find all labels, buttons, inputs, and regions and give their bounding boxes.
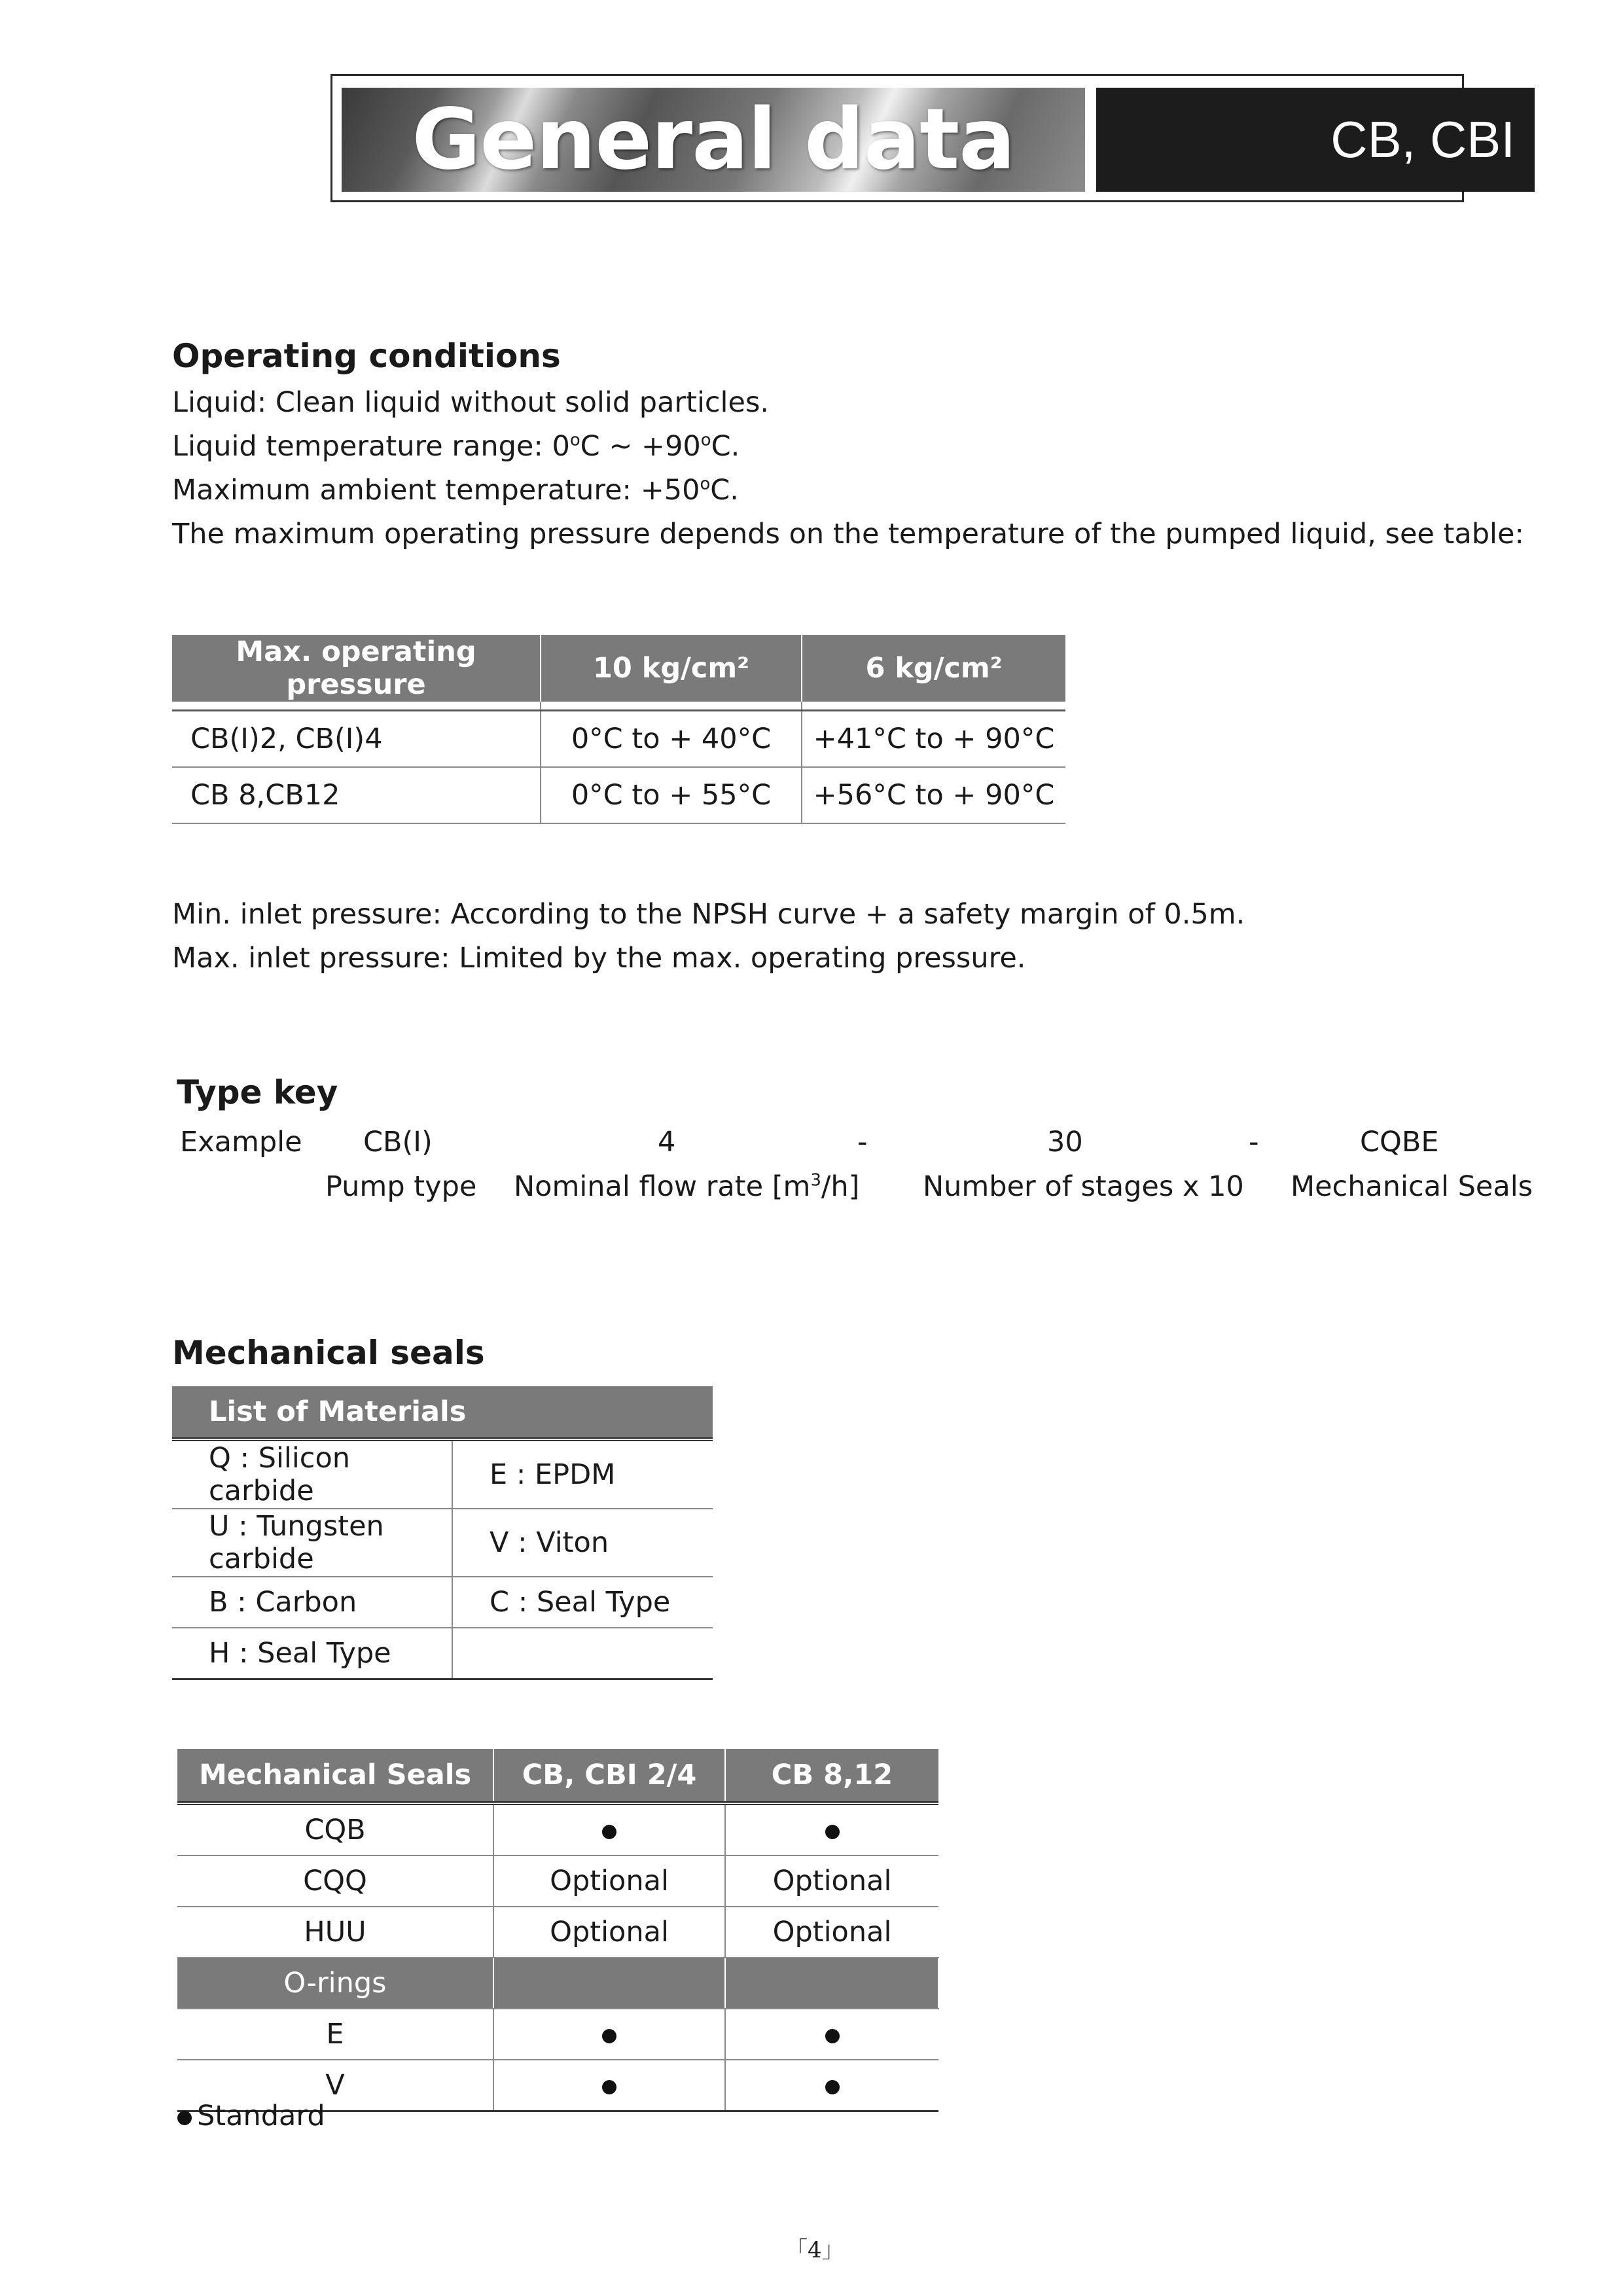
page-title: General data <box>412 91 1015 188</box>
page-number: 「4」 <box>785 2237 844 2263</box>
pressure-table-header: 10 kg/cm² <box>541 635 802 702</box>
type-key-separator: - <box>1249 1126 1259 1158</box>
operating-heading: Operating conditions <box>172 337 561 375</box>
product-code: CB, CBI <box>1330 111 1515 168</box>
table-row: V <box>177 2060 938 2111</box>
seal-table-header: Mechanical Seals <box>177 1749 493 1803</box>
type-key-label: Number of stages x 10 <box>923 1170 1244 1203</box>
type-key-value: 4 <box>658 1126 676 1158</box>
table-row: CB 8,CB12 0°C to + 55°C +56°C to + 90°C <box>172 767 1065 823</box>
type-key-heading: Type key <box>177 1073 338 1111</box>
type-key-value: 30 <box>1047 1126 1083 1158</box>
table-row: CQB <box>177 1803 938 1856</box>
table-row: CQQ Optional Optional <box>177 1856 938 1907</box>
table-row: U : Tungsten carbide V : Viton <box>172 1509 713 1577</box>
table-row: Q : Silicon carbide E : EPDM <box>172 1439 713 1509</box>
standard-dot-icon <box>602 1825 616 1839</box>
liquid-text: Liquid: Clean liquid without solid particles. <box>172 386 770 419</box>
seal-table-header: CB, CBI 2/4 <box>493 1749 725 1803</box>
pressure-note-text: The maximum operating pressure depends on the temperature of the pumped liquid, see table: <box>172 518 1524 550</box>
seal-table <box>177 1749 939 2112</box>
max-inlet-text: Max. inlet pressure: Limited by the max. operating pressure. <box>172 942 1026 975</box>
type-key-value: CQBE <box>1360 1126 1439 1158</box>
table-row: CB(I)2, CB(I)4 0°C to + 40°C +41°C to + 90°C <box>172 711 1065 768</box>
type-key-value: CB(I) <box>363 1126 433 1158</box>
standard-dot-icon <box>177 2111 192 2125</box>
legend: Standard <box>177 2100 325 2132</box>
ambient-temperature-text: Maximum ambient temperature: $+50^oC$. <box>172 474 739 507</box>
pressure-table-header: 6 kg/cm² <box>802 635 1065 702</box>
standard-dot-icon <box>602 2080 616 2094</box>
materials-table <box>172 1386 713 1680</box>
mechanical-seals-heading: Mechanical seals <box>172 1334 485 1372</box>
standard-dot-icon <box>825 1825 840 1839</box>
standard-dot-icon <box>825 2080 840 2094</box>
table-row: E <box>177 2009 938 2060</box>
materials-table-header: List of Materials <box>172 1386 713 1439</box>
temperature-range-text: Liquid temperature range: 0$^o$C ~ $+90^oC$. <box>172 430 740 463</box>
table-row: H : Seal Type <box>172 1628 713 1679</box>
pressure-table <box>172 635 1065 824</box>
type-key-example-label: Example <box>180 1126 302 1158</box>
table-group-row: O-rings <box>177 1958 938 2009</box>
min-inlet-text: Min. inlet pressure: According to the NPSH curve + a safety margin of 0.5m. <box>172 898 1245 931</box>
type-key-label: Mechanical Seals <box>1291 1170 1533 1203</box>
type-key-label: Nominal flow rate $[m^3/h]$ <box>514 1170 860 1203</box>
type-key-separator: - <box>857 1126 868 1158</box>
table-row: B : Carbon C : Seal Type <box>172 1577 713 1628</box>
pressure-table-header: Max. operating pressure <box>172 635 541 702</box>
table-row: HUU Optional Optional <box>177 1907 938 1958</box>
standard-dot-icon <box>602 2029 616 2043</box>
type-key-label: Pump type <box>325 1170 477 1203</box>
standard-dot-icon <box>825 2029 840 2043</box>
seal-table-header: CB 8,12 <box>725 1749 938 1803</box>
